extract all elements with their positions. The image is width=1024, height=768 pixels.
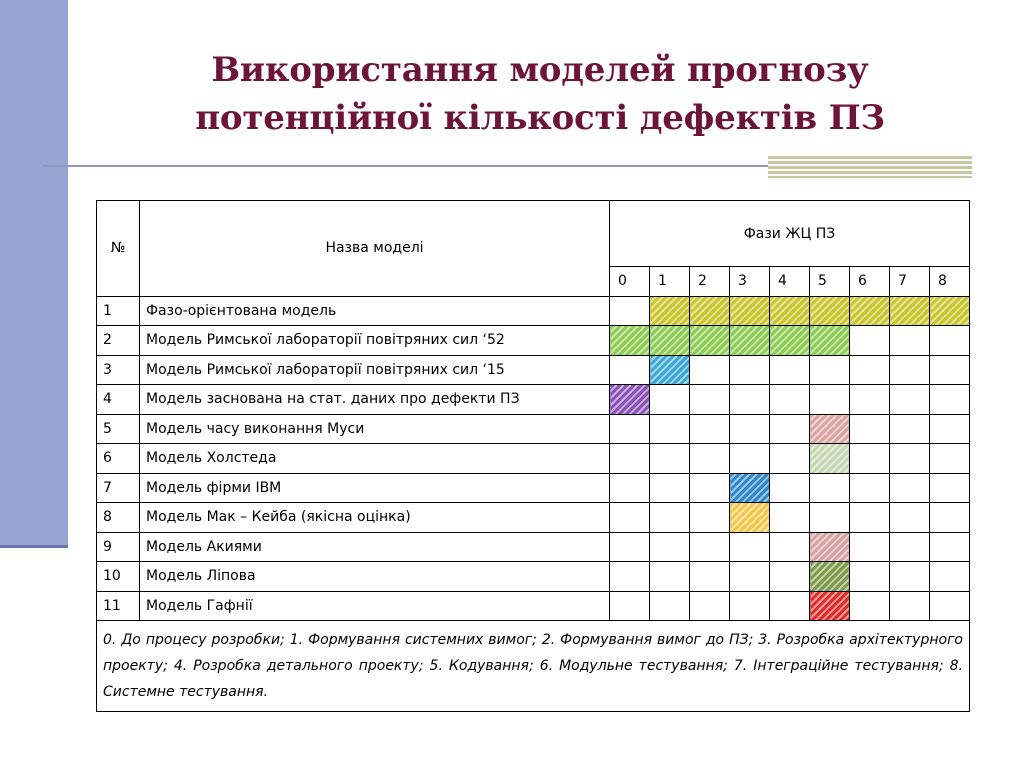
- row-number: 2: [97, 326, 140, 356]
- models-table: [96, 200, 970, 712]
- phase-cell-empty: [650, 444, 690, 474]
- phase-cell-empty: [930, 385, 970, 415]
- header-number: №: [97, 201, 140, 297]
- models-table-body: [97, 296, 970, 621]
- phase-cell-empty: [770, 473, 810, 503]
- row-model-name: Модель Акиями: [140, 532, 610, 562]
- phase-cell-empty: [610, 591, 650, 621]
- phase-cell-empty: [930, 355, 970, 385]
- phase-cell-filled: [730, 503, 770, 533]
- row-model-name: Модель Римської лабораторії повітряних сил ‘52: [140, 326, 610, 356]
- phase-cell-filled: [850, 296, 890, 326]
- row-number: 4: [97, 385, 140, 415]
- phase-cell-filled: [810, 296, 850, 326]
- phase-cell-filled: [690, 296, 730, 326]
- phase-cell-filled: [650, 326, 690, 356]
- row-model-name: Модель Гафнії: [140, 591, 610, 621]
- phase-cell-empty: [930, 414, 970, 444]
- phase-cell-filled: [890, 296, 930, 326]
- phase-cell-empty: [850, 355, 890, 385]
- row-number: 8: [97, 503, 140, 533]
- phase-cell-empty: [930, 473, 970, 503]
- slide-title-line-1: Використання моделей прогнозу: [211, 50, 869, 90]
- phase-cell-empty: [690, 503, 730, 533]
- phase-cell-filled: [810, 444, 850, 474]
- phase-header-7: 7: [890, 267, 930, 297]
- slide-title: [150, 46, 930, 142]
- phase-cell-filled: [770, 296, 810, 326]
- phase-cell-empty: [730, 532, 770, 562]
- phase-cell-empty: [850, 562, 890, 592]
- phase-cell-filled: [650, 296, 690, 326]
- row-model-name: Модель заснована на стат. даних про дефекти ПЗ: [140, 385, 610, 415]
- phase-cell-empty: [850, 591, 890, 621]
- header-phases: Фази ЖЦ ПЗ: [610, 201, 970, 267]
- phase-cell-empty: [850, 444, 890, 474]
- phase-cell-filled: [810, 562, 850, 592]
- row-number: 9: [97, 532, 140, 562]
- phase-cell-empty: [650, 385, 690, 415]
- row-number: 6: [97, 444, 140, 474]
- phase-cell-filled: [810, 414, 850, 444]
- table-row: [97, 385, 970, 415]
- row-number: 11: [97, 591, 140, 621]
- phase-cell-empty: [930, 326, 970, 356]
- phases-legend-note: 0. До процесу розробки; 1. Формування системних вимог; 2. Формування вимог до ПЗ; 3. Розробка архітектурного проекту; 4. Розробка детального проекту; 5. Кодування; 6. Модульне тестування; 7. Інтеграційне тестування; 8. Системне тестування.: [97, 621, 970, 712]
- phase-cell-empty: [810, 473, 850, 503]
- phase-cell-empty: [610, 532, 650, 562]
- phase-cell-empty: [650, 473, 690, 503]
- phase-cell-empty: [930, 503, 970, 533]
- phase-cell-empty: [650, 532, 690, 562]
- phase-cell-filled: [690, 326, 730, 356]
- table-row: [97, 414, 970, 444]
- phase-cell-empty: [770, 503, 810, 533]
- phase-cell-empty: [890, 355, 930, 385]
- phase-cell-empty: [810, 385, 850, 415]
- header-model-name: Назва моделі: [140, 201, 610, 297]
- phase-cell-empty: [850, 503, 890, 533]
- row-model-name: Модель Римської лабораторії повітряних сил ‘15: [140, 355, 610, 385]
- phase-header-6: 6: [850, 267, 890, 297]
- phase-cell-empty: [650, 414, 690, 444]
- phase-cell-empty: [690, 444, 730, 474]
- phase-cell-empty: [730, 591, 770, 621]
- row-number: 5: [97, 414, 140, 444]
- table-row: [97, 532, 970, 562]
- phase-cell-filled: [770, 326, 810, 356]
- phase-cell-empty: [810, 355, 850, 385]
- phase-cell-empty: [730, 385, 770, 415]
- phase-cell-filled: [730, 326, 770, 356]
- phase-cell-empty: [650, 503, 690, 533]
- row-model-name: Модель часу виконання Муси: [140, 414, 610, 444]
- row-number: 1: [97, 296, 140, 326]
- phase-cell-empty: [770, 562, 810, 592]
- phase-cell-empty: [890, 532, 930, 562]
- phase-cell-filled: [810, 326, 850, 356]
- phase-cell-empty: [930, 562, 970, 592]
- phase-cell-empty: [650, 591, 690, 621]
- phase-cell-empty: [930, 591, 970, 621]
- phase-header-8: 8: [930, 267, 970, 297]
- phase-cell-empty: [770, 444, 810, 474]
- phase-cell-empty: [810, 503, 850, 533]
- phase-cell-empty: [690, 355, 730, 385]
- phase-cell-empty: [610, 296, 650, 326]
- phase-cell-empty: [730, 444, 770, 474]
- phase-cell-empty: [690, 532, 730, 562]
- phase-cell-empty: [770, 355, 810, 385]
- phase-cell-empty: [850, 473, 890, 503]
- phase-cell-empty: [610, 503, 650, 533]
- phase-cell-empty: [850, 532, 890, 562]
- row-model-name: Модель Мак – Кейба (якісна оцінка): [140, 503, 610, 533]
- phase-cell-filled: [810, 591, 850, 621]
- table-row: [97, 503, 970, 533]
- phase-header-5: 5: [810, 267, 850, 297]
- phase-cell-empty: [930, 532, 970, 562]
- phase-cell-empty: [730, 414, 770, 444]
- phase-cell-empty: [890, 414, 930, 444]
- phase-cell-empty: [610, 444, 650, 474]
- phase-cell-empty: [890, 473, 930, 503]
- title-underline-accent: [768, 156, 972, 178]
- phase-cell-empty: [770, 532, 810, 562]
- row-model-name: Модель Ліпова: [140, 562, 610, 592]
- phase-cell-empty: [610, 473, 650, 503]
- phase-header-3: 3: [730, 267, 770, 297]
- row-number: 10: [97, 562, 140, 592]
- phase-cell-empty: [850, 414, 890, 444]
- phase-cell-empty: [690, 591, 730, 621]
- row-number: 3: [97, 355, 140, 385]
- phase-cell-empty: [690, 385, 730, 415]
- table-row: [97, 296, 970, 326]
- phase-header-1: 1: [650, 267, 690, 297]
- row-model-name: Модель фірми IBM: [140, 473, 610, 503]
- left-accent-bar: [0, 0, 68, 546]
- table-row: [97, 355, 970, 385]
- phase-cell-empty: [890, 385, 930, 415]
- phase-cell-empty: [850, 385, 890, 415]
- phase-cell-empty: [890, 591, 930, 621]
- table-row: [97, 326, 970, 356]
- phase-cell-empty: [890, 562, 930, 592]
- slide-title-line-2: потенційної кількості дефектів ПЗ: [195, 98, 885, 138]
- table-row: [97, 473, 970, 503]
- phase-cell-empty: [650, 562, 690, 592]
- phase-cell-empty: [770, 591, 810, 621]
- phase-cell-empty: [610, 355, 650, 385]
- phase-cell-empty: [690, 414, 730, 444]
- phase-header-4: 4: [770, 267, 810, 297]
- phase-cell-empty: [690, 562, 730, 592]
- phase-cell-empty: [730, 355, 770, 385]
- phase-cell-empty: [770, 385, 810, 415]
- table-row: [97, 562, 970, 592]
- phase-cell-filled: [930, 296, 970, 326]
- phase-cell-filled: [610, 326, 650, 356]
- table-row: [97, 444, 970, 474]
- phase-cell-empty: [690, 473, 730, 503]
- row-number: 7: [97, 473, 140, 503]
- row-model-name: Фазо-орієнтована модель: [140, 296, 610, 326]
- row-model-name: Модель Холстеда: [140, 444, 610, 474]
- phase-cell-filled: [730, 473, 770, 503]
- phase-cell-filled: [610, 385, 650, 415]
- phase-cell-empty: [890, 444, 930, 474]
- phase-cell-filled: [650, 355, 690, 385]
- phase-cell-empty: [850, 326, 890, 356]
- left-accent-bar-shadow: [0, 545, 68, 548]
- phase-cell-empty: [930, 444, 970, 474]
- phase-cell-empty: [890, 503, 930, 533]
- phase-cell-empty: [730, 562, 770, 592]
- phase-cell-empty: [890, 326, 930, 356]
- phase-cell-empty: [610, 562, 650, 592]
- phase-cell-filled: [810, 532, 850, 562]
- phase-cell-empty: [770, 414, 810, 444]
- phase-header-0: 0: [610, 267, 650, 297]
- table-row: [97, 591, 970, 621]
- phase-cell-empty: [610, 414, 650, 444]
- phase-cell-filled: [730, 296, 770, 326]
- phase-header-2: 2: [690, 267, 730, 297]
